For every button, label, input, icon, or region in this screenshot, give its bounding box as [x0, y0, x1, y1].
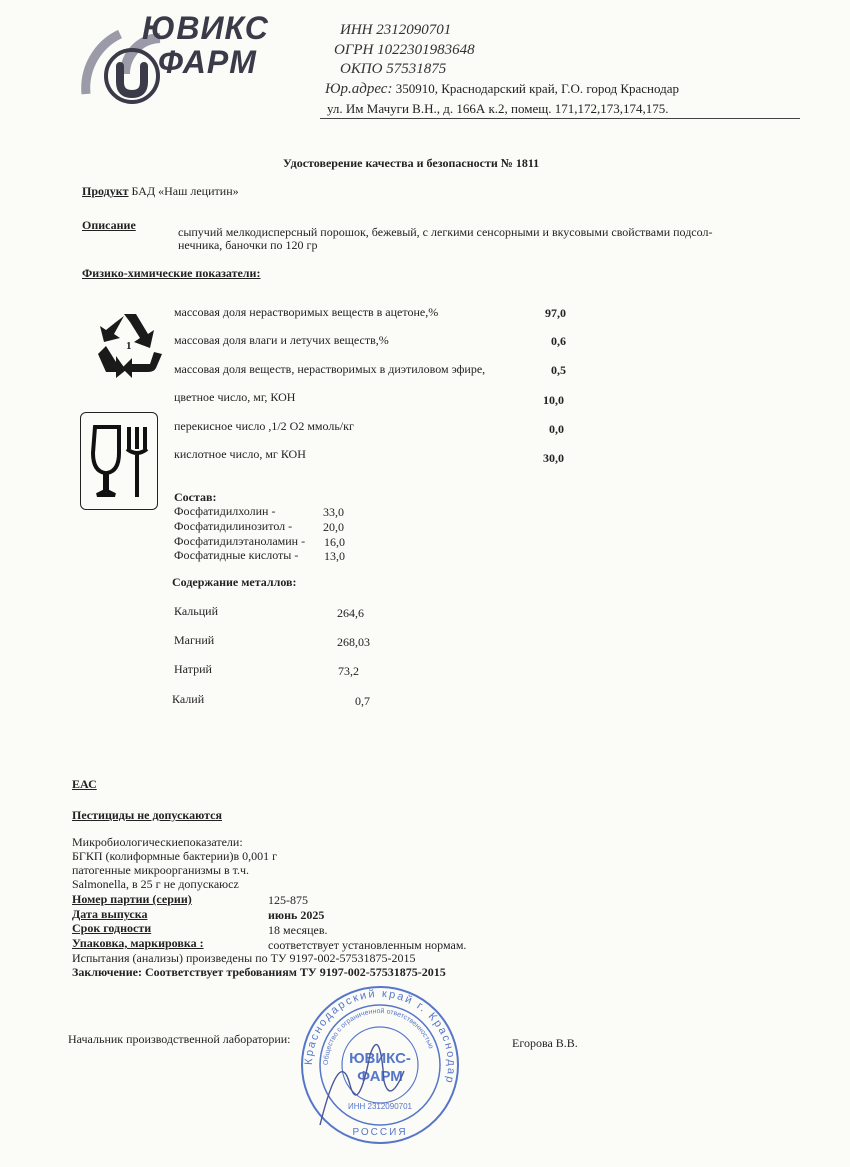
company-ogrn: ОГРН 1022301983648	[334, 42, 475, 58]
batch-label: Номер партии (серии)	[72, 892, 192, 906]
description-line1: сыпучий мелкодисперсный порошок, бежевый, с легкими сенсорными и вкусовыми свойствами подсол-	[178, 225, 713, 239]
address-line1: 350910, Краснодарский край, Г.О. город Краснодар	[395, 81, 680, 96]
company-logo	[80, 10, 280, 114]
physchem-name: перекисное число ,1/2 О2 ммоль/кг	[174, 419, 354, 433]
metal-name: Кальций	[174, 604, 219, 618]
address-label: Юр.адрес:	[325, 81, 393, 97]
composition-value: 13,0	[324, 549, 345, 563]
physchem-name: массовая доля веществ, нерастворимых в диэтиловом эфире,	[174, 362, 486, 376]
metal-name: Натрий	[174, 662, 212, 676]
header-rule	[320, 118, 800, 119]
composition-name: Фосфатидные кислоты -	[174, 548, 299, 562]
recycle-number: 1	[126, 340, 132, 352]
physchem-value: 10,0	[543, 393, 564, 407]
composition-value: 33,0	[323, 505, 344, 519]
metal-value: 0,7	[355, 694, 370, 708]
stamp-center-bottom: ФАРМ	[357, 1068, 403, 1085]
signature-name: Егорова В.В.	[512, 1036, 578, 1050]
description-line2: нечника, баночки по 120 гр	[178, 238, 318, 252]
release-label: Дата выпуска	[72, 907, 148, 921]
address-line2: ул. Им Мачуги В.Н., д. 166А к.2, помещ. 171,172,173,174,175.	[327, 101, 669, 116]
micro-line1: Микробиологическиепоказатели:	[72, 835, 243, 849]
product-value: БАД «Наш лецитин»	[131, 184, 239, 198]
stamp-outer-text: Краснодарский край г. Краснодар	[302, 987, 458, 1086]
conclusion: Заключение: Соответствует требованиям ТУ 9197-002-57531875-2015	[72, 965, 446, 979]
composition-name: Фосфатидилэтаноламин -	[174, 534, 306, 548]
pesticides-note: Пестициды не допускаются	[72, 808, 222, 822]
description-label: Описание	[82, 218, 136, 232]
micro-line4: Salmonella, в 25 г не допускаюcz	[72, 877, 239, 891]
batch-value: 125-875	[268, 893, 308, 907]
eac-mark: ЕАС	[72, 777, 97, 791]
physchem-heading: Физико-химические показатели:	[82, 266, 261, 280]
product-label: Продукт	[82, 184, 129, 198]
physchem-name: кислотное число, мг КОН	[174, 447, 306, 461]
document-title: Удостоверение качества и безопасности № 1811	[283, 156, 540, 170]
company-okpo: ОКПО 57531875	[340, 61, 447, 77]
metal-name: Магний	[174, 633, 215, 647]
stamp-country: РОССИЯ	[352, 1127, 408, 1138]
shelf-value: 18 месяцев.	[268, 923, 328, 937]
metal-value: 73,2	[338, 664, 359, 678]
recycle-symbol	[94, 310, 166, 382]
physchem-name: массовая доля нерастворимых веществ в ацетоне,%	[174, 305, 439, 319]
product-row	[82, 184, 239, 199]
food-contact-symbol	[80, 412, 158, 510]
glass-fork-icon	[81, 413, 157, 509]
physchem-value: 0,0	[549, 422, 564, 436]
logo-text-top: ЮВИКС	[142, 10, 269, 46]
physchem-value: 0,6	[551, 334, 566, 348]
company-address	[325, 81, 679, 98]
metal-name: Калий	[172, 692, 205, 706]
physchem-name: массовая доля влаги и летучих веществ,%	[174, 333, 389, 347]
composition-value: 16,0	[324, 535, 345, 549]
micro-line3: патогенные микроорганизмы в т.ч.	[72, 863, 250, 877]
shelf-label: Срок годности	[72, 921, 152, 935]
logo-text-bottom: ФАРМ	[158, 44, 257, 80]
company-stamp	[300, 985, 460, 1145]
physchem-value: 0,5	[551, 363, 566, 377]
physchem-value: 97,0	[545, 306, 566, 320]
metal-value: 264,6	[337, 606, 364, 620]
metals-heading: Содержание металлов:	[172, 575, 297, 589]
composition-name: Фосфатидилхолин -	[174, 504, 276, 518]
stamp-inn: ИНН 2312090701	[347, 1102, 413, 1111]
release-value: июнь 2025	[268, 908, 325, 922]
composition-heading: Состав:	[174, 490, 217, 504]
micro-line2: БГКП (колиформные бактерии)в 0,001 г	[72, 849, 278, 863]
packaging-label: Упаковка, маркировка :	[72, 936, 204, 950]
tests-note: Испытания (анализы) произведены по ТУ 9197-002-57531875-2015	[72, 951, 416, 965]
physchem-value: 30,0	[543, 451, 564, 465]
stamp-center-top: ЮВИКС-	[349, 1050, 411, 1067]
packaging-value: соответствует установленным нормам.	[268, 938, 467, 952]
metal-value: 268,03	[337, 635, 370, 649]
company-inn: ИНН 2312090701	[340, 22, 452, 38]
composition-name: Фосфатидилинозитол -	[174, 519, 293, 533]
signature-role: Начальник производственной лаборатории:	[68, 1032, 291, 1046]
stamp-inner-text: Общество с ограниченной ответственностью	[322, 1007, 435, 1066]
composition-value: 20,0	[323, 520, 344, 534]
stamp-seal-icon	[300, 985, 460, 1145]
physchem-name: цветное число, мг, КОН	[174, 390, 296, 404]
